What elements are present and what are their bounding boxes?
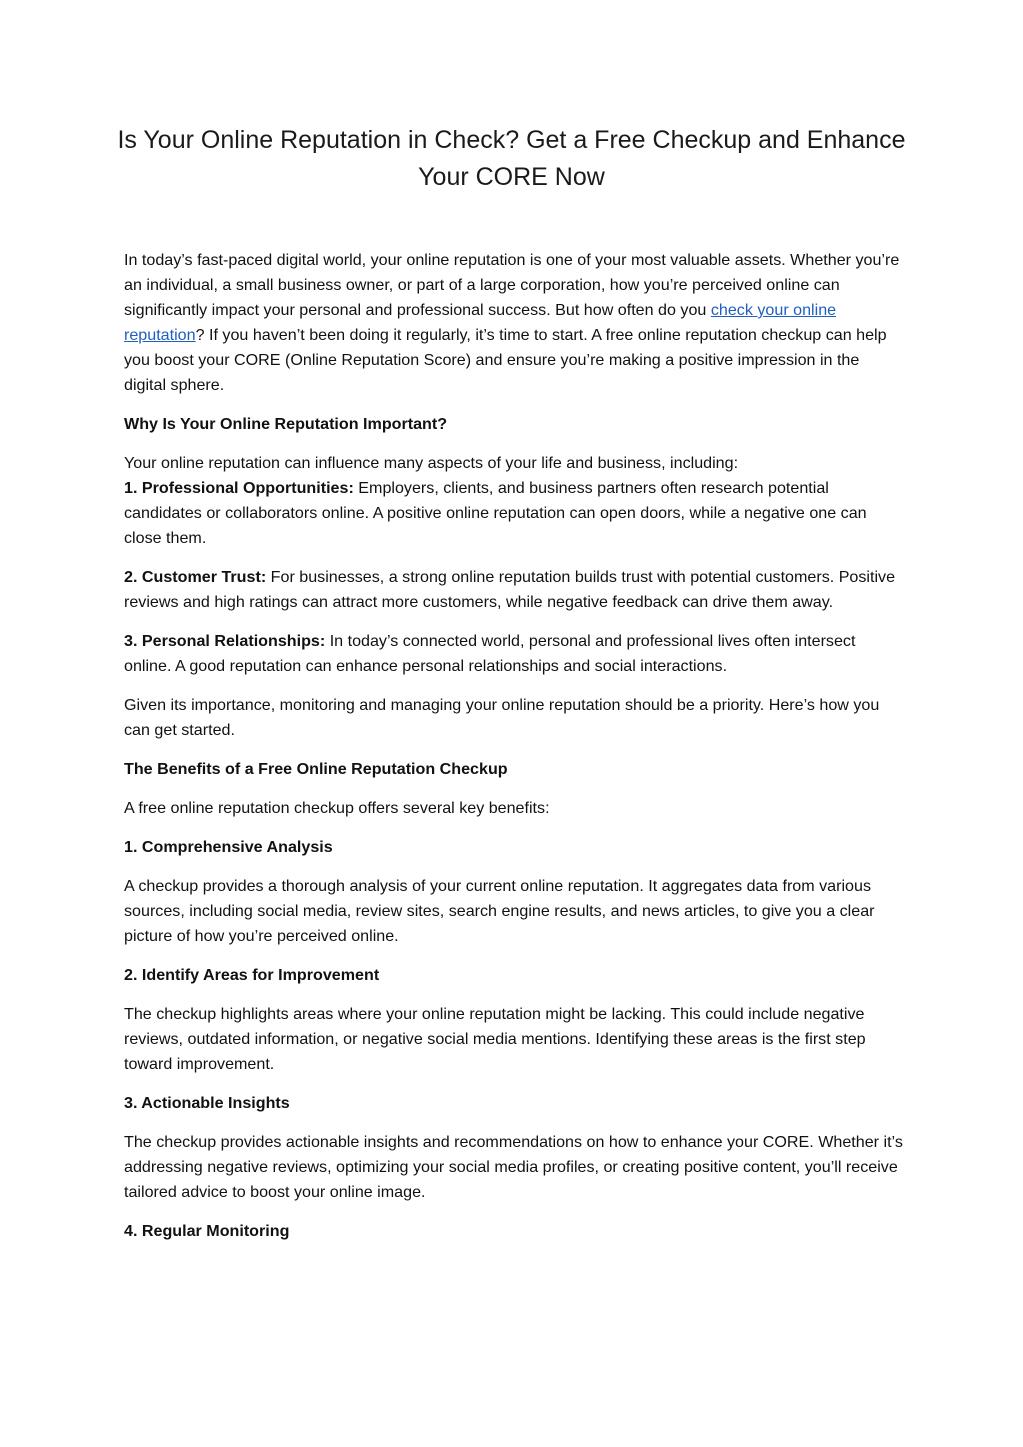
why-item-text: In today’s connected world, personal and professional lives often intersect online. A good reputation can enhance personal relationships and social interactions. [124,632,856,675]
benefit-text: The checkup provides actionable insights and recommendations on how to enhance your CORE. Whether it’s addressing negative reviews, optimizing your social media profiles, or creating positive content, you’ll receive tailored advice to boost your online image. [124,1133,903,1201]
why-item-label: 3. Personal Relationships: [124,632,326,650]
why-item-text: For businesses, a strong online reputation builds trust with potential customers. Positive reviews and high ratings can attract more customers, while negative feedback can drive them away. [124,568,896,611]
why-item [124,565,904,615]
why-heading: Why Is Your Online Reputation Important? [124,415,448,433]
why-closing: Given its importance, monitoring and managing your online reputation should be a priority. Here’s how you can get started. [124,696,880,739]
benefit-heading: 2. Identify Areas for Improvement [124,966,380,984]
why-lead: Your online reputation can influence many aspects of your life and business, including: [124,454,739,472]
benefit-heading: 1. Comprehensive Analysis [124,838,333,856]
benefit-text: A checkup provides a thorough analysis of your current online reputation. It aggregates data from various sources, including social media, review sites, search engine results, and news articles, to give you a clear picture of how you’re perceived online. [124,877,875,945]
check-reputation-link[interactable]: check your online reputation [124,301,837,344]
intro-paragraph [124,248,904,398]
benefit-heading: 4. Regular Monitoring [124,1222,290,1240]
why-item [124,629,904,679]
why-item-text: Employers, clients, and business partners often research potential candidates or collaborators online. A positive online reputation can open doors, while a negative one can close them. [124,479,867,547]
benefit-text: The checkup highlights areas where your online reputation might be lacking. This could include negative reviews, outdated information, or negative social media mentions. Identifying these areas is the first step toward improvement. [124,1005,866,1073]
intro-text-before-link: In today’s fast-paced digital world, your online reputation is one of your most valuable assets. Whether you’re an individual, a small business owner, or part of a large corporation, how you’re perceived online can significantly impact your personal and professional success. But how often do you [124,251,900,319]
intro-text-after-link: ? If you haven’t been doing it regularly, it’s time to start. A free online reputation checkup can help you boost your CORE (Online Reputation Score) and ensure you’re making a positive impression in the digital sphere. [124,326,887,394]
page-title: Is Your Online Reputation in Check? Get a Free Checkup and Enhance Your CORE Now [117,126,906,191]
why-item-label: 1. Professional Opportunities: [124,479,354,497]
benefit-heading: 3. Actionable Insights [124,1094,290,1112]
article-body [124,248,904,1258]
why-item-label: 2. Customer Trust: [124,568,267,586]
why-list-first [124,451,904,551]
benefits-lead: A free online reputation checkup offers several key benefits: [124,799,550,817]
benefits-heading: The Benefits of a Free Online Reputation Checkup [124,760,508,778]
